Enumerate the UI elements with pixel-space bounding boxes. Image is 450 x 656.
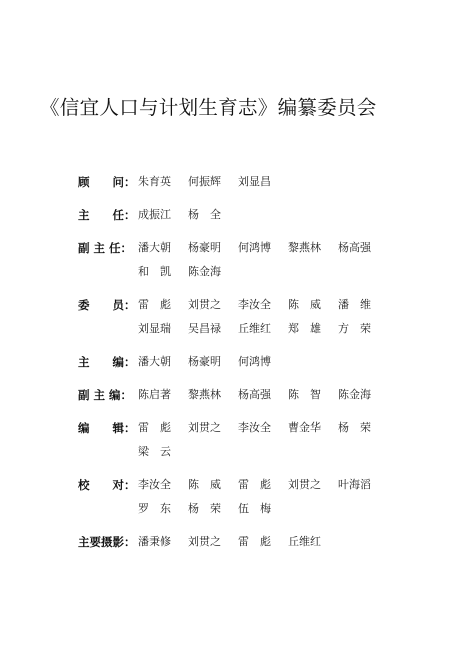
committee-member-name: 朱育英 <box>138 175 171 188</box>
committee-row <box>78 203 418 227</box>
committee-member-list <box>138 293 418 341</box>
committee-member-name: 杨高强 <box>338 241 371 254</box>
committee-row <box>78 416 418 464</box>
committee-role-label: 主 任： <box>78 208 136 222</box>
committee-member-name: 何鸿博 <box>238 241 271 254</box>
committee-member-name: 郑 雄 <box>288 322 321 335</box>
committee-member-list <box>138 473 418 521</box>
committee-member-name: 陈 威 <box>288 298 321 311</box>
committee-member-list <box>138 203 418 227</box>
committee-member-name: 陈启著 <box>138 388 171 401</box>
committee-row <box>78 383 418 407</box>
committee-role-label: 顾 问： <box>78 175 136 189</box>
committee-role-label: 委 员： <box>78 298 136 312</box>
document-title: 《信宜人口与计划生育志》编纂委员会 <box>40 96 377 119</box>
committee-member-name: 刘显昌 <box>238 175 271 188</box>
committee-member-name: 曹金华 <box>288 421 321 434</box>
committee-member-name: 潘大朝 <box>138 241 171 254</box>
committee-member-name: 雷 彪 <box>238 478 271 491</box>
committee-member-name: 黎燕林 <box>188 388 221 401</box>
committee-role-label: 主 编： <box>78 355 136 369</box>
committee-member-name: 陈金海 <box>188 265 221 278</box>
committee-member-list <box>138 530 418 554</box>
committee-member-name: 杨 全 <box>188 208 221 221</box>
committee-role-label: 校 对： <box>78 478 136 492</box>
committee-member-name: 杨高强 <box>238 388 271 401</box>
committee-member-name: 杨 荣 <box>188 502 221 515</box>
committee-role-label: 副 主 任： <box>78 241 133 255</box>
committee-member-name: 伍 梅 <box>238 502 271 515</box>
committee-row <box>78 236 418 284</box>
committee-member-name: 成振江 <box>138 208 171 221</box>
committee-row <box>78 170 418 194</box>
committee-member-name: 梁 云 <box>138 445 171 458</box>
committee-row <box>78 473 418 521</box>
committee-member-name: 雷 彪 <box>238 535 271 548</box>
committee-member-name: 潘 维 <box>338 298 371 311</box>
committee-member-name: 和 凯 <box>138 265 171 278</box>
committee-member-name: 李汝全 <box>238 421 271 434</box>
committee-member-name: 杨豪明 <box>188 355 221 368</box>
committee-member-name: 杨豪明 <box>188 241 221 254</box>
committee-row <box>78 293 418 341</box>
committee-member-name: 雷 彪 <box>138 421 171 434</box>
committee-member-list <box>138 350 418 374</box>
committee-member-list <box>138 416 418 464</box>
committee-row <box>78 350 418 374</box>
committee-member-name: 刘贯之 <box>188 535 221 548</box>
committee-member-name: 方 荣 <box>338 322 371 335</box>
committee-member-list <box>138 383 418 407</box>
committee-member-name: 丘维红 <box>238 322 271 335</box>
committee-member-name: 丘维红 <box>288 535 321 548</box>
committee-member-name: 黎燕林 <box>288 241 321 254</box>
committee-row <box>78 530 418 554</box>
committee-member-name: 刘贯之 <box>188 421 221 434</box>
committee-member-name: 陈 智 <box>288 388 321 401</box>
committee-member-name: 李汝全 <box>138 478 171 491</box>
committee-member-name: 陈金海 <box>338 388 371 401</box>
committee-member-name: 杨 荣 <box>338 421 371 434</box>
committee-member-name: 刘贯之 <box>288 478 321 491</box>
committee-member-name: 陈 威 <box>188 478 221 491</box>
committee-member-name: 吴昌禄 <box>188 322 221 335</box>
committee-roster <box>78 170 418 563</box>
committee-member-name: 何振辉 <box>188 175 221 188</box>
committee-member-list <box>138 170 418 194</box>
committee-role-label: 编 辑： <box>78 421 136 435</box>
committee-member-list <box>138 236 418 284</box>
committee-member-name: 刘显瑞 <box>138 322 171 335</box>
committee-member-name: 潘大朝 <box>138 355 171 368</box>
committee-member-name: 李汝全 <box>238 298 271 311</box>
committee-role-label: 主要摄影： <box>78 535 136 549</box>
committee-member-name: 雷 彪 <box>138 298 171 311</box>
committee-member-name: 刘贯之 <box>188 298 221 311</box>
committee-member-name: 叶海滔 <box>338 478 371 491</box>
committee-role-label: 副 主 编： <box>78 388 133 402</box>
committee-member-name: 罗 东 <box>138 502 171 515</box>
committee-member-name: 何鸿博 <box>238 355 271 368</box>
committee-member-name: 潘秉修 <box>138 535 171 548</box>
